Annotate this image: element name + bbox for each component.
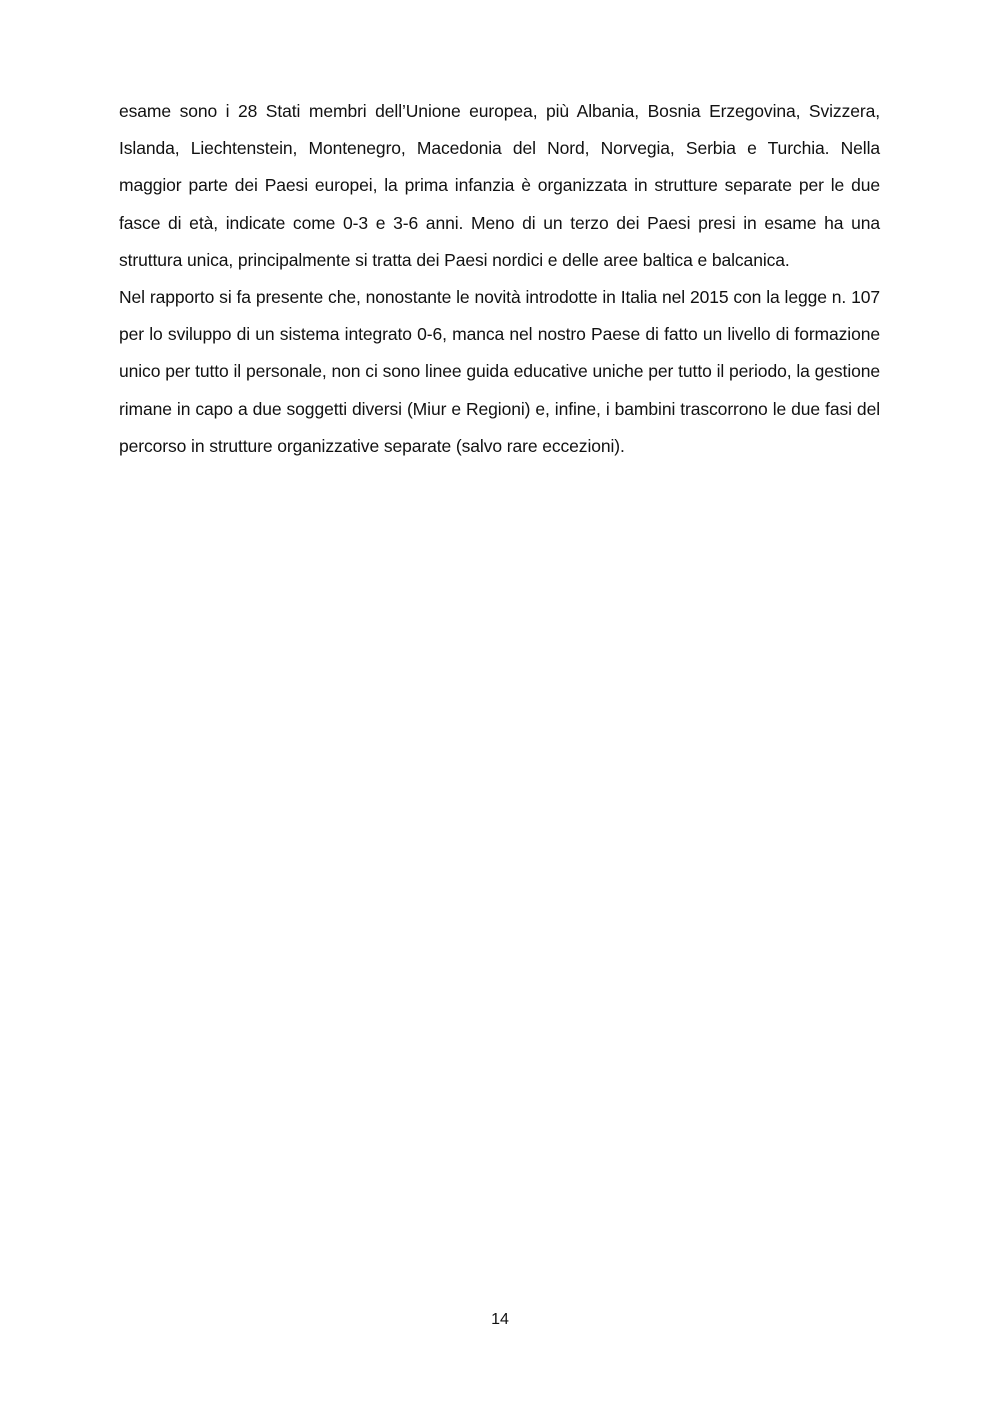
paragraph-1: esame sono i 28 Stati membri dell’Unione europea, più Albania, Bosnia Erzegovina, Svizzera, Islanda, Liechtenstein, Montenegro, Macedonia del Nord, Norvegia, Serbia e Turchia. Nella maggior parte dei Paesi europei, la prima infanzia è organizzata in strutture separate per le due fasce di età, indicate come 0-3 e 3-6 anni. Meno di un terzo dei Paesi presi in esame ha una struttura unica, principalmente si tratta dei Paesi nordici e delle aree baltica e balcanica.: [119, 101, 880, 270]
page-number: 14: [491, 1311, 509, 1328]
body-text: [119, 93, 880, 465]
paragraph-2: Nel rapporto si fa presente che, nonostante le novità introdotte in Italia nel 2015 con la legge n. 107 per lo sviluppo di un sistema integrato 0-6, manca nel nostro Paese di fatto un livello di formazione unico per tutto il personale, non ci sono linee guida educative uniche per tutto il periodo, la gestione rimane in capo a due soggetti diversi (Miur e Regioni) e, infine, i bambini trascorrono le due fasi del percorso in strutture organizzative separate (salvo rare eccezioni).: [119, 287, 880, 456]
